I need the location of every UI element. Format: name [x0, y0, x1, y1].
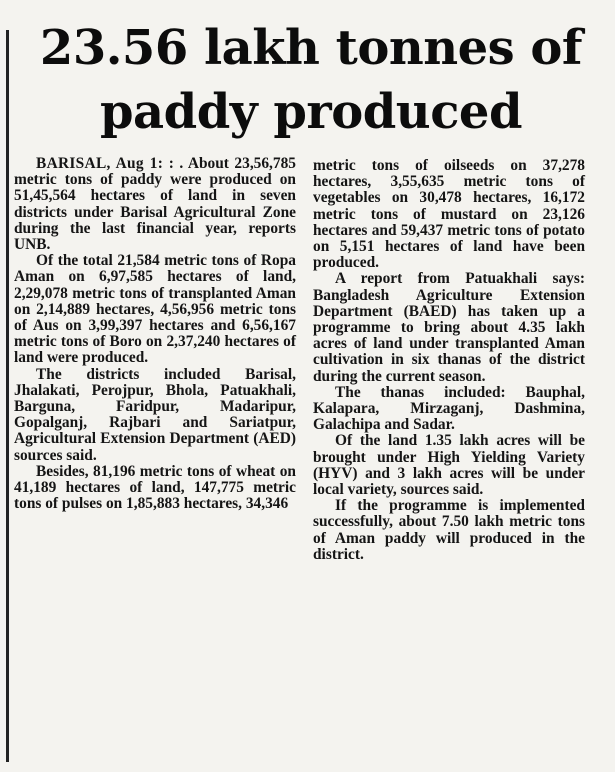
paragraph-1: [14, 156, 296, 253]
paragraph-3: The districts included Barisal, Jhalakati, Perojpur, Bhola, Patuakhali, Barguna, Faridpur, Madaripur, Gopalganj, Rajbari and Sariatpur, Agricultural Extension Department (AED) sources said.: [14, 365, 296, 464]
paragraph-8: Of the land 1.35 lakh acres will be brought under High Yielding Variety (HYV) and 3 lakh acres will be under local variety, sources said.: [313, 432, 585, 499]
right-column: [313, 158, 585, 563]
headline: [16, 16, 606, 144]
paragraph-4: Besides, 81,196 metric tons of wheat on 41,189 hectares of land, 147,775 metric tons of pulses on 1,85,883 hectares, 34,346: [14, 462, 296, 513]
paragraph-5: metric tons of oilseeds on 37,278 hectares, 3,55,635 metric tons of vegetables on 30,478 hectares, 16,172 metric tons of mustard on 23,126 hectares and 59,437 metric tons of potato on 5,151 hectares of land have been produced.: [313, 157, 585, 272]
headline-line-1: 23.56 lakh tonnes of: [39, 20, 583, 76]
paragraph-1-text: : . About 23,56,785 metric tons of paddy were produced on 51,45,564 hectares of land in seven districts under Barisal Agricultural Zone during the last financial year, reports UNB.: [14, 155, 296, 254]
paragraph-9: If the programme is implemented successfully, about 7.50 lakh metric tons of Aman paddy will produced in the district.: [313, 497, 585, 563]
dateline: BARISAL, Aug 1:: [36, 155, 164, 172]
paragraph-7: The thanas included: Bauphal, Kalapara, Mirzaganj, Dashmina, Galachipa and Sadar.: [313, 383, 585, 434]
headline-line-2: paddy produced: [99, 84, 523, 140]
paragraph-6: A report from Patuakhali says: Bangladesh Agriculture Extension Department (BAED) has taken up a programme to bring about 4.35 lakh acres of land under transplanted Aman cultivation in six thanas of the district during the current season.: [313, 270, 585, 385]
column-rule: [6, 30, 9, 762]
left-column: [14, 156, 296, 512]
paragraph-2: Of the total 21,584 metric tons of Ropa Aman on 6,97,585 hectares of land, 2,29,078 metric tons of transplanted Aman on 2,14,889 hectares, 4,56,956 metric tons of Aus on 3,99,397 hectares and 6,56,167 metric tons of Boro on 2,37,240 hectares of land were produced.: [14, 252, 296, 367]
